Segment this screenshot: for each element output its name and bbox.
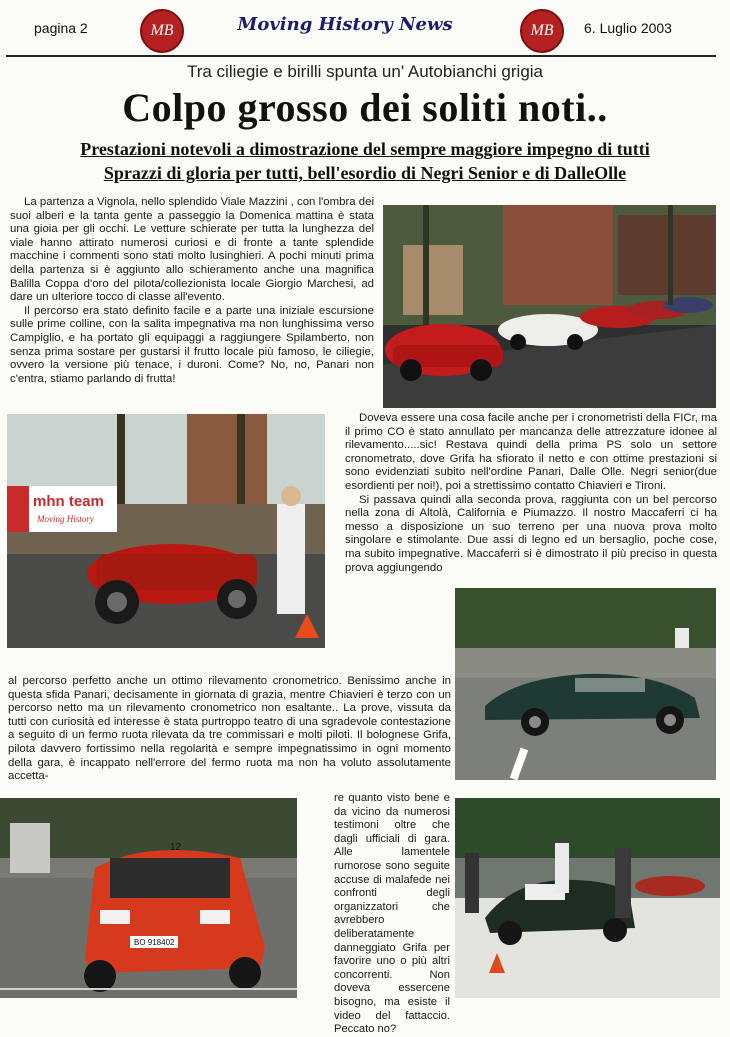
masthead-title: Moving History News — [237, 14, 453, 35]
banner-subtext: Moving History — [37, 514, 94, 524]
paragraph-4: Si passava quindi alla seconda prova, raggiunta con un bel percorso nella zona di Altolà, California e Piumazzo. Il nostro Maccaferri ci ha messo a disposizione un suo terreno per una nuova prova molto singolare e stimolante. Due assi di legno ed un bersaglio, poche cose, ma subito impegnative. Maccaferri si è dimostrato il più preciso in questa prova aggiungendo — [345, 493, 717, 574]
issue-date: 6. Luglio 2003 — [584, 20, 672, 36]
article-column-3 — [8, 675, 451, 784]
newspaper-logo-right: MB — [520, 9, 564, 53]
header-rule — [6, 55, 716, 57]
article-column-4 — [334, 792, 450, 1037]
paragraph-2: Il percorso era stato definito facile e a parte una iniziale escursione sulle prime colline, con la salita impegnativa ma non lunghissima verso Campiglio, e ha portato gli equipaggi a raggiungere Spilamberto, non senza prima sostare per gustarsi il frutto locale più famoso, le ciliegie, ovvero la versione più tenace, i duroni. Come? No, no, Panari non c'entra, stiamo parlando di frutta! — [10, 304, 374, 385]
page-number: pagina 2 — [34, 20, 88, 36]
photo-red-turbo — [0, 798, 297, 998]
race-number: 12 — [170, 842, 182, 853]
paragraph-1: La partenza a Vignola, nello splendido Viale Mazzini , con l'ombra dei suoi alberi e la tanta gente a passeggio la Domenica mattina è stata una gioia per gli occhi. Le vetture schierate per tutta la lunghezza del viale hanno attirato numerosi curiosi e di fronte a tante splendide macchine i commenti sono stati molto lusinghieri. A pochi minuti prima della partenza si è aggiunto allo schieramento anche una magnifica Balilla Coppa d'oro del pilota/collezionista locale Giorgio Marchesi, ad dare un ulteriore tocco di classe all'evento. — [10, 196, 374, 304]
article-column-2 — [345, 412, 717, 575]
photo-balilla-banner — [7, 414, 325, 648]
photo-grey-sportscar — [455, 588, 716, 780]
article-headline: Colpo grosso dei soliti noti.. — [122, 85, 608, 130]
photo-car-lineup — [383, 205, 716, 408]
article-kicker: Tra ciliegie e birilli spunta un' Autobianchi grigia — [186, 62, 544, 81]
license-plate: BO 918402 — [134, 938, 175, 947]
paragraph-5: al percorso perfetto anche un ottimo rilevamento cronometrico. Benissimo anche in questa sfida Panari, decisamente in giornata di grazia, mentre Chiavieri è terzo con un percorso netto ma un rilevamento cronometrico non esaltante.. La prove, vissuta da tutti con curiosità ed interesse è stata purtroppo teatro di una sgradevole contestazione a seguito di un fermo ruota rilevata da tre commissari e molti piloti. Il bolognese Grifa, pilota davvero fortissimo nella regolarità e sempre impegnatissimo in ogni momento della gara, è incappato nell'errore del fermo ruota ma non ha voluto assolutamente accetta- — [8, 675, 451, 783]
article-subhead-1 — [0, 139, 730, 160]
article-column-1 — [10, 196, 374, 386]
banner-text: mhn team — [33, 493, 104, 510]
subhead-2-text: Sprazzi di gloria per tutti, bell'esordio di Negri Senior e di DalleOlle — [103, 163, 627, 183]
paragraph-3: Doveva essere una cosa facile anche per i cronometristi della FICr, ma il primo CO è stato annullato per mancanza delle attrezzature idonee al rilevamento.....sic! Restava quindi della prima PS solo un settore cronometrato, dove Grifa ha sfiorato il netto e con ottime prestazioni si sono evidenziati subito nell'ordine Panari, Dalle Olle. Negri senior(due esordienti per noi!), poi a strettissimo contatto Chiavieri e Tironi. — [345, 412, 717, 492]
subhead-1-text: Prestazioni notevoli a dimostrazione del sempre maggiore impegno di tutti — [80, 139, 650, 159]
newspaper-logo-left: MB — [140, 9, 184, 53]
paragraph-6: re quanto visto bene e da vicino da numerosi testimoni oltre che dagli ufficiali di gara. Alle lamentele rumorose sono seguite accuse di malafede nei confronti degli organizzatori che avrebbero deliberatamente danneggiato Grifa per favorire uno o più altri concorrenti. Non doveva essercene bisogno, ma esiste il video del fattaccio. Peccato no? — [334, 792, 450, 1036]
article-subhead-2 — [0, 163, 730, 184]
photo-roadster — [455, 798, 720, 998]
